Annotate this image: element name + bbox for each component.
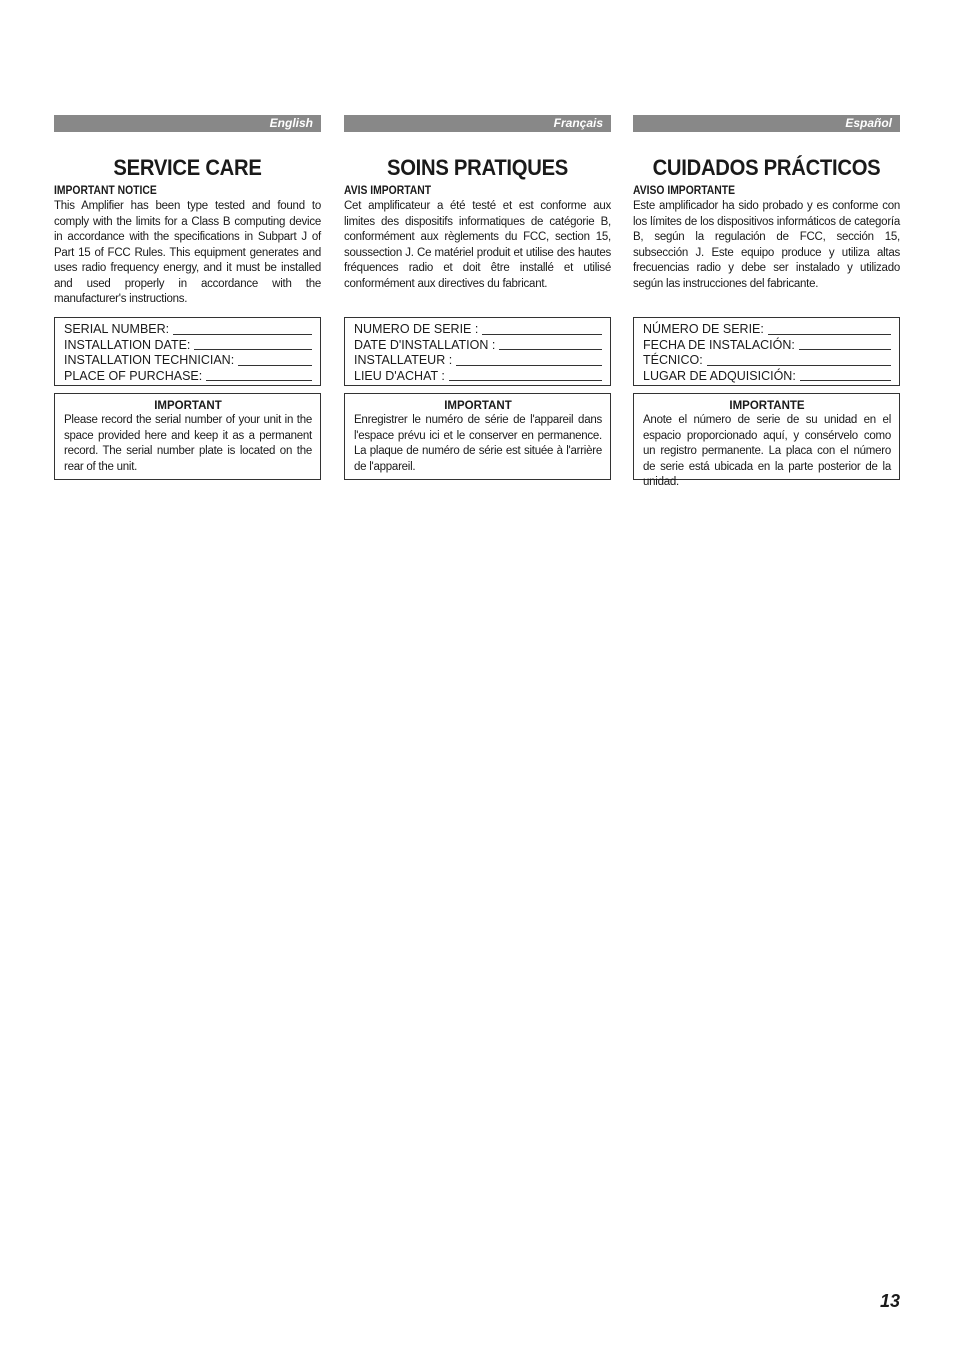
important-text: Please record the serial number of your unit in the space provided here and keep it as a permanent record. The serial number plate is located on the rear of the unit. <box>64 414 312 473</box>
page-number: 13 <box>880 1291 901 1311</box>
notice-heading: AVISO IMPORTANTE <box>633 185 735 197</box>
important-heading: IMPORTANT <box>154 400 222 412</box>
section-title: SOINS PRATIQUES <box>386 155 569 180</box>
place-of-purchase-field[interactable]: LIEU D'ACHAT : <box>354 369 602 385</box>
installation-technician-field[interactable]: INSTALLATEUR : <box>354 353 602 369</box>
notice-text: Este amplificador ha sido probado y es conforme con los límites de los dispositivos informáticos de categoría B, según la regulación de FCC, sección 15, subsección J. Este equipo produce y utiliza altas frecuencias radio y debe ser instalado y utilizado según las instrucciones del fabricante. <box>633 200 900 290</box>
important-box <box>54 393 321 480</box>
important-box <box>344 393 611 480</box>
language-label: Français <box>344 115 611 132</box>
installation-date-field[interactable]: FECHA DE INSTALACIÓN: <box>643 338 891 354</box>
serial-number-field[interactable]: NÚMERO DE SERIE: <box>643 322 891 338</box>
section-title: SERVICE CARE <box>113 155 262 180</box>
language-label: English <box>54 115 321 132</box>
serial-number-field[interactable]: SERIAL NUMBER: <box>64 322 312 338</box>
notice-heading: AVIS IMPORTANT <box>344 185 432 197</box>
serial-record-box <box>633 317 900 386</box>
column-french <box>344 115 611 473</box>
serial-number-field[interactable]: NUMERO DE SERIE : <box>354 322 602 338</box>
notice-text: Cet amplificateur a été testé et est conforme aux limites des dispositifs informatiques de catégorie B, conformément aux règlements du FCC, section 15, soussection J. Ce matériel produit et utilise des hautes fréquences radio et doit être installé et utilisé conformément aux directives du fabricant. <box>344 200 611 290</box>
important-heading: IMPORTANT <box>444 400 512 412</box>
notice-text: This Amplifier has been type tested and found to comply with the limits for a Class B computing device in accordance with the specifications in Subpart J of Part 15 of FCC Rules. This equipment generates and uses radio frequency energy, and it must be installed and used properly in accordance with the manufacturer's instructions. <box>54 200 321 305</box>
important-box <box>633 393 900 488</box>
installation-date-field[interactable]: DATE D'INSTALLATION : <box>354 338 602 354</box>
column-english <box>54 115 321 473</box>
important-text: Enregistrer le numéro de série de l'appareil dans l'espace prévu ici et le conserver en permanence. La plaque de numéro de série est située à l'arrière de l'appareil. <box>354 414 602 473</box>
serial-record-box <box>344 317 611 386</box>
place-of-purchase-field[interactable]: PLACE OF PURCHASE: <box>64 369 312 385</box>
important-text: Anote el número de serie de su unidad en el espacio proporcionado aquí, y consérvelo como un registro permanente. La placa con el número de serie está ubicada en la parte posterior de la unidad. <box>643 414 891 488</box>
notice-heading: IMPORTANT NOTICE <box>54 185 157 197</box>
language-label: Español <box>633 115 900 132</box>
column-spanish <box>633 115 900 488</box>
installation-technician-field[interactable]: TÉCNICO: <box>643 353 891 369</box>
section-title: CUIDADOS PRÁCTICOS <box>652 155 881 180</box>
serial-record-box <box>54 317 321 386</box>
installation-technician-field[interactable]: INSTALLATION TECHNICIAN: <box>64 353 312 369</box>
installation-date-field[interactable]: INSTALLATION DATE: <box>64 338 312 354</box>
important-heading: IMPORTANTE <box>729 400 805 412</box>
place-of-purchase-field[interactable]: LUGAR DE ADQUISICIÓN: <box>643 369 891 385</box>
